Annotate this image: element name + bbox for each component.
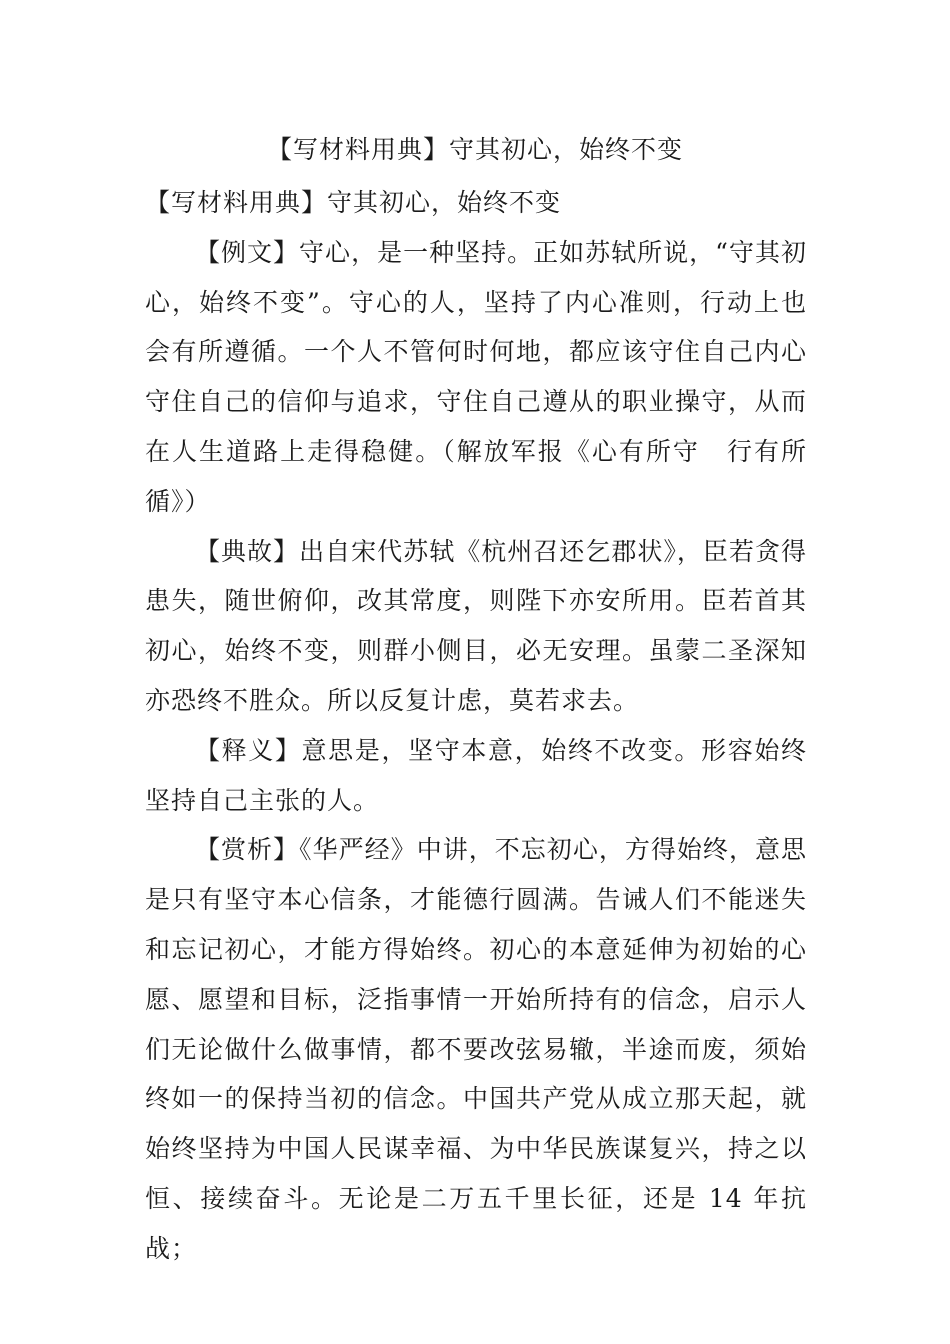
document-subtitle: 【写材料用典】守其初心，始终不变 — [145, 188, 562, 217]
paragraph-appreciation — [145, 825, 807, 1273]
paragraph-example — [145, 228, 807, 527]
paragraph-label: 【赏析】 — [195, 835, 300, 865]
paragraph-text: 守心，是一种坚持。正如苏轼所说，“守其初心，始终不变”。守心的人，坚持了内心准则，行动上也会有所遵循。一个人不管何时何地，都应该守住自己内心守住自己的信仰与追求，守住自己遵从的职业操守，从而在人生道路上走得稳健。（解放军报《心有所守 行有所循》） — [145, 237, 807, 516]
paragraph-text: 《华严经》中讲，不忘初心，方得始终，意思是只有坚守本心信条，才能德行圆满。告诫人们不能迷失和忘记初心，才能方得始终。初心的本意延伸为初始的心愿、愿望和目标，泛指事情一开始所持有的信念，启示人们无论做什么做事情，都不要改弦易辙，半途而废，须始终如一的保持当初的信念。中国共产党从成立那天起，就始终坚持为中国人民谋幸福、为中华民族谋复兴，持之以恒、接续奋斗。无论是二万五千里长征，还是 14 年抗战； — [145, 835, 807, 1263]
paragraph-text: 出自宋代苏轼《杭州召还乞郡状》，臣若贪得患失，随世俯仰，改其常度，则陛下亦安所用。臣若首其初心，始终不变，则群小侧目，必无安理。虽蒙二圣深知亦恐终不胜众。所以反复计虑，莫若求去。 — [145, 536, 807, 715]
paragraph-label: 【典故】 — [195, 536, 300, 566]
paragraph-label: 【释义】 — [195, 735, 302, 765]
paragraph-label: 【例文】 — [195, 237, 300, 267]
paragraph-text: 意思是，坚守本意，始终不改变。形容始终坚持自己主张的人。 — [145, 735, 807, 815]
paragraph-allusion — [145, 527, 807, 726]
document-body — [145, 178, 807, 1274]
paragraph-interpretation — [145, 726, 807, 826]
document-title: 【写材料用典】守其初心，始终不变 — [266, 135, 683, 164]
